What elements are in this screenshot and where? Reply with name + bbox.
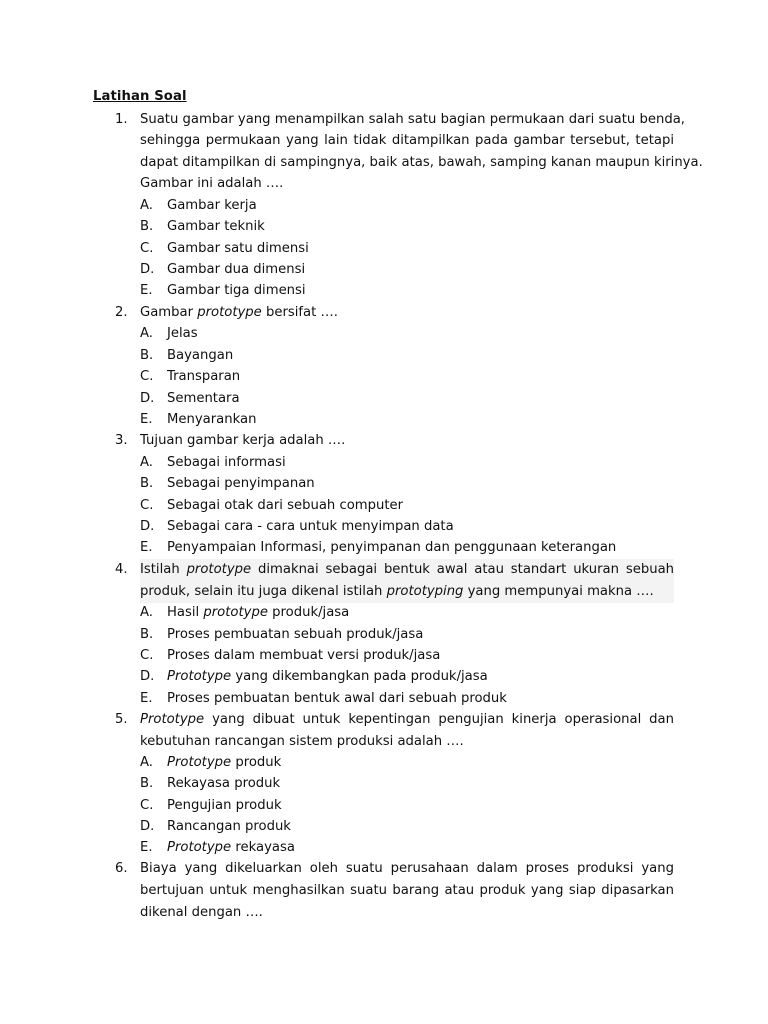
text-segment: Pengujian produk [167, 798, 282, 813]
question-text-line [140, 902, 674, 924]
italic-term: prototype [197, 305, 262, 320]
text-segment: dikenal dengan …. [140, 905, 263, 920]
text-segment: Tujuan gambar kerja adalah …. [140, 433, 346, 448]
question-number: 6. [115, 861, 128, 876]
text-segment: Sementara [167, 391, 240, 406]
option-text [167, 602, 349, 624]
text-segment: kebutuhan rancangan sistem produksi adalah …. [140, 734, 464, 749]
option-letter: D. [140, 519, 155, 534]
option-letter: A. [140, 455, 153, 470]
question-text-line [140, 880, 674, 902]
option-text [167, 259, 305, 281]
text-segment: rekayasa [231, 840, 295, 855]
question-number: 1. [115, 112, 128, 127]
option-letter: E. [140, 412, 153, 427]
answer-option [0, 837, 768, 859]
option-text [167, 280, 306, 302]
answer-option [0, 795, 768, 817]
option-letter: B. [140, 776, 154, 791]
option-letter: B. [140, 219, 154, 234]
option-text [167, 409, 256, 431]
option-text [167, 238, 309, 260]
text-segment: Sebagai informasi [167, 455, 286, 470]
text-segment: Biaya yang dikeluarkan oleh suatu perusahaan dalam proses produksi yang [140, 861, 674, 876]
text-segment: yang dibuat untuk kepentingan pengujian kinerja operasional dan [204, 712, 674, 727]
italic-term: prototype [186, 562, 252, 577]
option-text [167, 195, 257, 217]
question-text-line [140, 709, 674, 731]
text-segment: Gambar tiga dimensi [167, 283, 306, 298]
text-segment: Gambar dua dimensi [167, 262, 306, 277]
option-text [167, 624, 423, 646]
text-segment: Gambar [140, 305, 198, 320]
question-number: 5. [115, 712, 128, 727]
question-number: 3. [115, 433, 128, 448]
answer-option [0, 645, 768, 667]
question-text-line [140, 430, 674, 452]
italic-term: Prototype [167, 669, 232, 684]
answer-option [0, 452, 768, 474]
text-segment: Penyampaian Informasi, penyimpanan dan penggunaan keterangan [167, 540, 617, 555]
answer-option [0, 409, 768, 431]
answer-option [0, 602, 768, 624]
italic-term: Prototype [167, 755, 232, 770]
option-letter: E. [140, 691, 153, 706]
text-segment: Proses pembuatan sebuah produk/jasa [167, 627, 424, 642]
text-segment: Gambar kerja [167, 198, 257, 213]
question-text-line [140, 731, 674, 753]
text-segment: Suatu gambar yang menampilkan salah satu bagian permukaan dari suatu benda, [140, 112, 685, 127]
option-letter: C. [140, 798, 154, 813]
answer-option [0, 323, 768, 345]
answer-option [0, 666, 768, 688]
text-segment: bertujuan untuk menghasilkan suatu barang atau produk yang siap dipasarkan [140, 883, 674, 898]
option-text [167, 645, 440, 667]
answer-option [0, 280, 768, 302]
option-text [167, 323, 198, 345]
option-text [167, 516, 454, 538]
option-text [167, 345, 233, 367]
text-segment: dimaknai sebagai bentuk awal atau standart ukuran sebuah [251, 562, 675, 577]
text-segment: sehingga permukaan yang lain tidak ditampilkan pada gambar tersebut, tetapi [140, 133, 674, 148]
text-segment: produk, selain itu juga dikenal istilah [140, 584, 387, 599]
question-number: 4. [115, 562, 128, 577]
answer-option [0, 688, 768, 710]
option-text [167, 452, 286, 474]
text-segment: yang mempunyai makna …. [463, 584, 654, 599]
option-letter: C. [140, 369, 154, 384]
question-number: 2. [115, 305, 128, 320]
option-letter: B. [140, 627, 154, 642]
question-text-line [140, 173, 674, 195]
answer-option [0, 473, 768, 495]
answer-option [0, 773, 768, 795]
question-text-line [140, 858, 674, 880]
answer-option [0, 537, 768, 559]
answer-option [0, 388, 768, 410]
answer-option [0, 752, 768, 774]
option-letter: E. [140, 840, 153, 855]
text-segment: produk/jasa [267, 605, 350, 620]
question-text-line [140, 581, 674, 603]
option-letter: D. [140, 819, 155, 834]
italic-term: prototyping [386, 584, 464, 599]
italic-term: prototype [203, 605, 268, 620]
option-letter: B. [140, 348, 154, 363]
answer-option [0, 216, 768, 238]
text-segment: Rancangan produk [167, 819, 291, 834]
page-title: Latihan Soal [93, 89, 187, 104]
answer-option [0, 345, 768, 367]
answer-option [0, 238, 768, 260]
option-text [167, 688, 507, 710]
question-text-line [140, 130, 674, 152]
option-letter: E. [140, 283, 153, 298]
text-segment: Menyarankan [167, 412, 257, 427]
option-letter: D. [140, 262, 155, 277]
option-letter: C. [140, 498, 154, 513]
answer-option [0, 195, 768, 217]
option-text [167, 216, 265, 238]
text-segment: Transparan [167, 369, 241, 384]
text-segment: yang dikembangkan pada produk/jasa [231, 669, 488, 684]
option-letter: D. [140, 669, 155, 684]
answer-option [0, 259, 768, 281]
text-segment: Proses pembuatan bentuk awal dari sebuah produk [167, 691, 507, 706]
option-text [167, 773, 280, 795]
option-text [167, 366, 240, 388]
text-segment: Rekayasa produk [167, 776, 281, 791]
option-letter: D. [140, 391, 155, 406]
text-segment: produk [231, 755, 282, 770]
text-segment: Sebagai otak dari sebuah computer [167, 498, 404, 513]
text-segment: Sebagai penyimpanan [167, 476, 315, 491]
option-letter: A. [140, 755, 153, 770]
answer-option [0, 516, 768, 538]
text-segment: Sebagai cara - cara untuk menyimpan data [167, 519, 454, 534]
option-letter: B. [140, 476, 154, 491]
answer-option [0, 624, 768, 646]
text-segment: Bayangan [167, 348, 234, 363]
option-text [167, 795, 282, 817]
text-segment: Jelas [167, 326, 198, 341]
text-segment: Gambar ini adalah …. [140, 176, 284, 191]
text-segment: dapat ditampilkan di sampingnya, baik atas, bawah, samping kanan maupun kirinya. [140, 155, 703, 170]
option-letter: A. [140, 198, 153, 213]
option-letter: E. [140, 540, 153, 555]
option-letter: C. [140, 648, 154, 663]
option-letter: A. [140, 605, 153, 620]
question-text-line [140, 109, 685, 131]
answer-option [0, 495, 768, 517]
option-text [167, 388, 240, 410]
option-text [167, 752, 281, 774]
text-segment: Gambar teknik [167, 219, 265, 234]
text-segment: Gambar satu dimensi [167, 241, 309, 256]
text-segment: bersifat …. [261, 305, 338, 320]
option-text [167, 473, 315, 495]
answer-option [0, 816, 768, 838]
option-letter: A. [140, 326, 153, 341]
option-text [167, 666, 488, 688]
italic-term: Prototype [140, 712, 205, 727]
text-segment: Istilah [140, 562, 187, 577]
option-text [167, 837, 295, 859]
italic-term: Prototype [167, 840, 232, 855]
question-text-line [140, 559, 674, 581]
option-letter: C. [140, 241, 154, 256]
question-text-line [140, 302, 674, 324]
option-text [167, 816, 291, 838]
answer-option [0, 366, 768, 388]
text-segment: Hasil [167, 605, 204, 620]
option-text [167, 495, 403, 517]
option-text [167, 537, 616, 559]
question-text-line [140, 152, 703, 174]
text-segment: Proses dalam membuat versi produk/jasa [167, 648, 441, 663]
